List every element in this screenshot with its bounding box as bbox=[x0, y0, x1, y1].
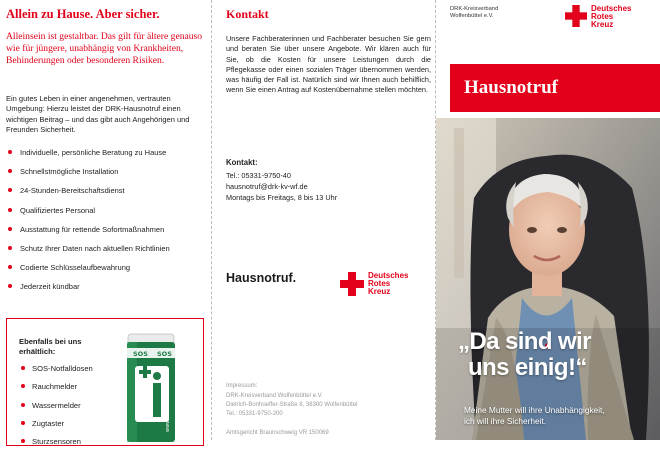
intro-text: Alleinsein ist gestaltbar. Das gilt für ältere genauso wie für jüngere, unabhängig von Krankheiten, Behinderungen oder besonderen Risiken. bbox=[6, 31, 203, 67]
email-link[interactable]: hausnotruf@drk-kv-wf.de bbox=[226, 182, 308, 191]
panel-left bbox=[0, 0, 210, 447]
panel-cover bbox=[436, 0, 660, 440]
org-line: DRK-Kreisverband bbox=[450, 6, 499, 12]
red-cross-icon bbox=[340, 272, 364, 296]
phone-number: Tel.: 05331-9750-40 bbox=[226, 171, 291, 180]
sos-emergency-can-image bbox=[125, 330, 177, 440]
also-available-list bbox=[21, 364, 93, 455]
section-title: Allein zu Hause. Aber sicher. bbox=[6, 7, 160, 21]
imprint-org: DRK-Kreisverband Wolfenbüttel e.V. bbox=[226, 393, 323, 399]
drk-logo bbox=[340, 272, 408, 296]
bullet-icon bbox=[8, 150, 12, 154]
imprint-label: Impressum: bbox=[226, 383, 258, 389]
org-line: Wolfenbüttel e.V. bbox=[450, 13, 494, 19]
logo-line: Deutsches bbox=[368, 271, 409, 280]
list-item-label: Schnellstmögliche Installation bbox=[20, 167, 119, 177]
bullet-icon bbox=[8, 227, 12, 231]
logo-line: Rotes bbox=[591, 11, 614, 21]
bullet-icon bbox=[8, 265, 12, 269]
list-item bbox=[8, 263, 208, 282]
bullet-icon bbox=[21, 421, 25, 425]
org-name bbox=[450, 6, 498, 20]
list-item-label: Individuelle, persönliche Beratung zu Hause bbox=[20, 148, 167, 157]
red-cross-icon bbox=[565, 5, 587, 27]
list-item bbox=[8, 167, 208, 186]
drk-logo bbox=[565, 5, 631, 28]
list-item bbox=[21, 401, 93, 419]
contact-paragraph: Unsere Fachberaterinnen und Fachberater besuchen Sie gern und beraten Sie über unsere Angebote. Wir klären auch für Sie, ob die Kosten für unsere Leistungen durch die Pflegekasse oder einen sozialen Träger übernommen werden, was häufig der Fall ist. Natürlich sind wir Ihnen auch behilflich, wenn Sie einen Antrag auf Kostenübernahme stellen möchten. bbox=[226, 34, 431, 95]
logo-line: Rotes bbox=[368, 278, 391, 288]
list-item-label: Schutz Ihrer Daten nach aktuellen Richtlinien bbox=[20, 243, 170, 253]
bullet-icon bbox=[21, 439, 25, 443]
contact-title: Kontakt bbox=[226, 7, 269, 21]
bullet-icon bbox=[8, 284, 12, 288]
can-sos-label: SOS bbox=[133, 350, 148, 358]
list-item-label: Rauchmelder bbox=[32, 382, 78, 392]
bullet-icon bbox=[8, 188, 12, 192]
list-item bbox=[21, 419, 93, 437]
list-item bbox=[8, 244, 208, 263]
list-item-label: Codierte Schlüsselaufbewahrung bbox=[20, 263, 131, 273]
list-item-label: Ausstattung für rettende Sofortmaßnahmen bbox=[20, 224, 165, 234]
can-web-label: www.notfalldose.de bbox=[165, 383, 171, 432]
bullet-icon bbox=[8, 246, 12, 250]
logo-line: Kreuz bbox=[368, 286, 391, 296]
imprint-phone: Tel.: 05331-9750-200 bbox=[226, 411, 283, 417]
list-item bbox=[21, 437, 93, 455]
quote-line-1: „Da sind wir bbox=[458, 328, 591, 355]
list-item-label: Zugtaster bbox=[32, 418, 65, 428]
subquote-line-2: ich will ihre Sicherheit. bbox=[464, 416, 547, 426]
list-item bbox=[21, 382, 93, 400]
logo-line: Kreuz bbox=[591, 19, 614, 29]
bullet-icon bbox=[21, 366, 25, 370]
contact-label: Kontakt: bbox=[226, 158, 258, 167]
list-item bbox=[21, 364, 93, 382]
imprint-address: Dietrich-Bonhoeffer-Straße 8, 38300 Wolfenbüttel bbox=[226, 402, 358, 408]
list-item bbox=[8, 282, 208, 301]
title-banner bbox=[450, 64, 660, 112]
drk-logo-text bbox=[368, 272, 408, 295]
panel-middle bbox=[212, 0, 434, 440]
can-sos-label-2: SOS bbox=[157, 350, 172, 358]
list-item bbox=[8, 186, 208, 205]
drk-logo-text bbox=[591, 5, 631, 28]
bullet-icon bbox=[8, 169, 12, 173]
banner-title: Hausnotruf bbox=[464, 77, 558, 98]
list-item bbox=[8, 148, 208, 167]
hausnotruf-wordmark: Hausnotruf. bbox=[226, 271, 297, 285]
senior-woman-photo bbox=[436, 118, 660, 440]
bullet-icon bbox=[21, 403, 25, 407]
quote-line-2: uns einig!“ bbox=[468, 354, 587, 381]
list-item bbox=[8, 225, 208, 244]
bullet-icon bbox=[21, 384, 25, 388]
imprint-court: Amtsgericht Braunschweig VR 150069 bbox=[226, 430, 329, 436]
feature-list bbox=[8, 148, 208, 302]
list-item bbox=[8, 206, 208, 225]
also-available-heading: Ebenfalls bei uns erhältlich: bbox=[19, 337, 82, 356]
list-item-label: Jederzeit kündbar bbox=[20, 282, 80, 292]
list-item-label: SOS-Notfalldosen bbox=[32, 364, 93, 373]
list-item-label: Qualifiziertes Personal bbox=[20, 205, 96, 215]
logo-line: Deutsches bbox=[591, 4, 632, 13]
list-item-label: Wassermelder bbox=[32, 400, 81, 410]
list-item-label: 24-Stunden-Bereitschaftsdienst bbox=[20, 186, 125, 196]
office-hours: Montags bis Freitags, 8 bis 13 Uhr bbox=[226, 193, 338, 202]
bullet-icon bbox=[8, 208, 12, 212]
list-item-label: Sturzsensoren bbox=[32, 437, 81, 447]
subquote-line-1: Meine Mutter will ihre Unabhängigkeit, bbox=[464, 405, 605, 415]
body-text: Ein gutes Leben in einer angenehmen, vertrauten Umgebung: Hierzu leistet der DRK-Hausnotruf einen wichtigen Beitrag – und das gibt auch Angehörigen und Freunden Sicherheit. bbox=[6, 94, 190, 135]
